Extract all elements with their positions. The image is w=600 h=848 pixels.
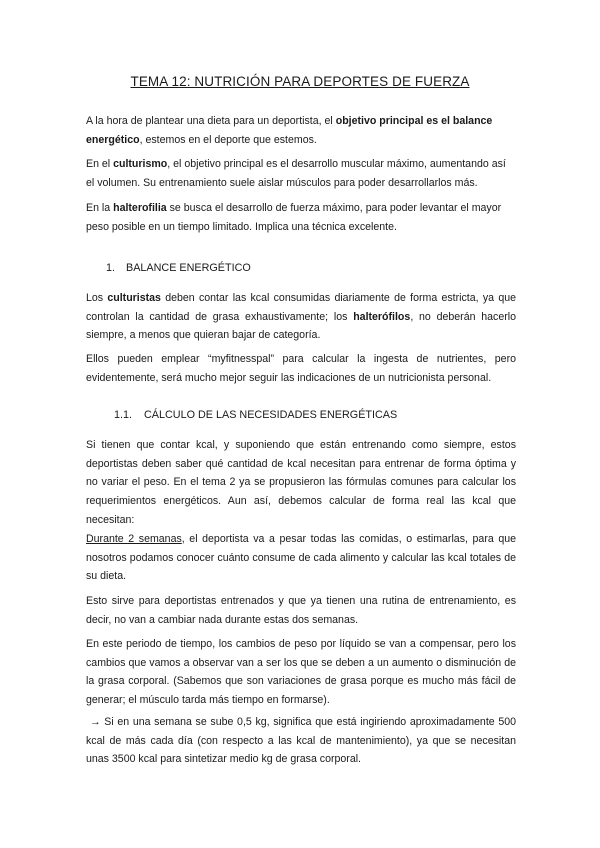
text: A la hora de plantear una dieta para un deportista, el [86, 115, 336, 127]
text: Si en una semana se sube 0,5 kg, significa que está ingiriendo aproximadamente 500 kcal de más cada día (con respecto a las kcal de mantenimiento), ya que se necesitan unas 3500 kcal para sintetizar medio kg de grasa corporal. [86, 716, 517, 766]
arrow-icon: → [90, 716, 101, 728]
paragraph-entrenados: Esto sirve para deportistas entrenados y que ya tienen una rutina de entrenamiento, es decir, no van a cambiar nada durante estas dos semanas. [86, 595, 516, 626]
paragraph-halterofilia [86, 199, 516, 236]
section-number: 1.1. [114, 409, 133, 421]
paragraph-ejemplo [86, 713, 516, 769]
text: , estemos en el deporte que estemos. [139, 133, 317, 146]
bold-text: halterófilos [353, 310, 411, 323]
bold-text: culturistas [107, 292, 161, 304]
paragraph-myfitnesspal: Ellos pueden emplear “myfitnesspal” para calcular la ingesta de nutrientes, pero evidentemente, será mucho mejor seguir las indicaciones de un nutricionista personal. [86, 353, 516, 384]
paragraph-balance [86, 289, 516, 345]
paragraph-periodo: En este periodo de tiempo, los cambios de peso por líquido se van a compensar, pero los cambios que vamos a observar van a ser los que se deben a un aumento o disminución de la grasa corporal. (Sabemos que son variaciones de grasa porque es mucho más fácil de generar; el músculo tarda más tiempo en formarse). [86, 638, 516, 707]
paragraph-intro [86, 112, 516, 149]
paragraph-culturismo [86, 155, 516, 192]
paragraph-dos-semanas [86, 530, 516, 586]
section-title: CÁLCULO DE LAS NECESIDADES ENERGÉTICAS [144, 409, 398, 421]
page-title: TEMA 12: NUTRICIÓN PARA DEPORTES DE FUERZA [130, 74, 470, 89]
text: deben contar las kcal consumidas diariamente de forma estricta, ya que controlan la cantidad de grasa exhaustivamente; los [86, 292, 517, 323]
section-title: BALANCE ENERGÉTICO [126, 262, 251, 274]
text: , no deberán hacerlo siempre, a menos que quieran bajar de categoría. [86, 310, 517, 342]
text: se busca el desarrollo de fuerza máximo, para poder levantar el mayor peso posible en un tiempo limitado. Implica una técnica excelente. [86, 202, 502, 233]
text: , el objetivo principal es el desarrollo muscular máximo, aumentando así el volumen. Su entrenamiento suele aislar músculos para poder desarrollarlos más. [86, 158, 506, 189]
section-number: 1. [106, 262, 116, 274]
bold-text: objetivo principal es el balance energético [86, 115, 493, 146]
text: , el deportista va a pesar todas las comidas, o estimarlas, para que nosotros podamos conocer cuánto consume de cada alimento y calcular las kcal totales de su dieta. [86, 533, 517, 583]
bold-text: culturismo [113, 158, 168, 170]
section-heading-1-1 [114, 409, 397, 421]
bold-text: halterofilia [113, 202, 167, 214]
text: En la [86, 202, 114, 214]
underlined-text: Durante 2 semanas [86, 533, 182, 545]
text: Los [86, 292, 108, 304]
text: En el [86, 158, 114, 170]
section-heading-1 [106, 262, 251, 274]
paragraph-calculo: Si tienen que contar kcal, y suponiendo que están entrenando como siempre, estos deportistas deben saber qué cantidad de kcal necesitan para entrenar de forma óptima y no variar el peso. En el tema 2 ya se propusieron las fórmulas comunes para calcular los requerimientos energéticos. Aun así, debemos calcular de forma real las kcal que necesitan: [86, 439, 516, 526]
